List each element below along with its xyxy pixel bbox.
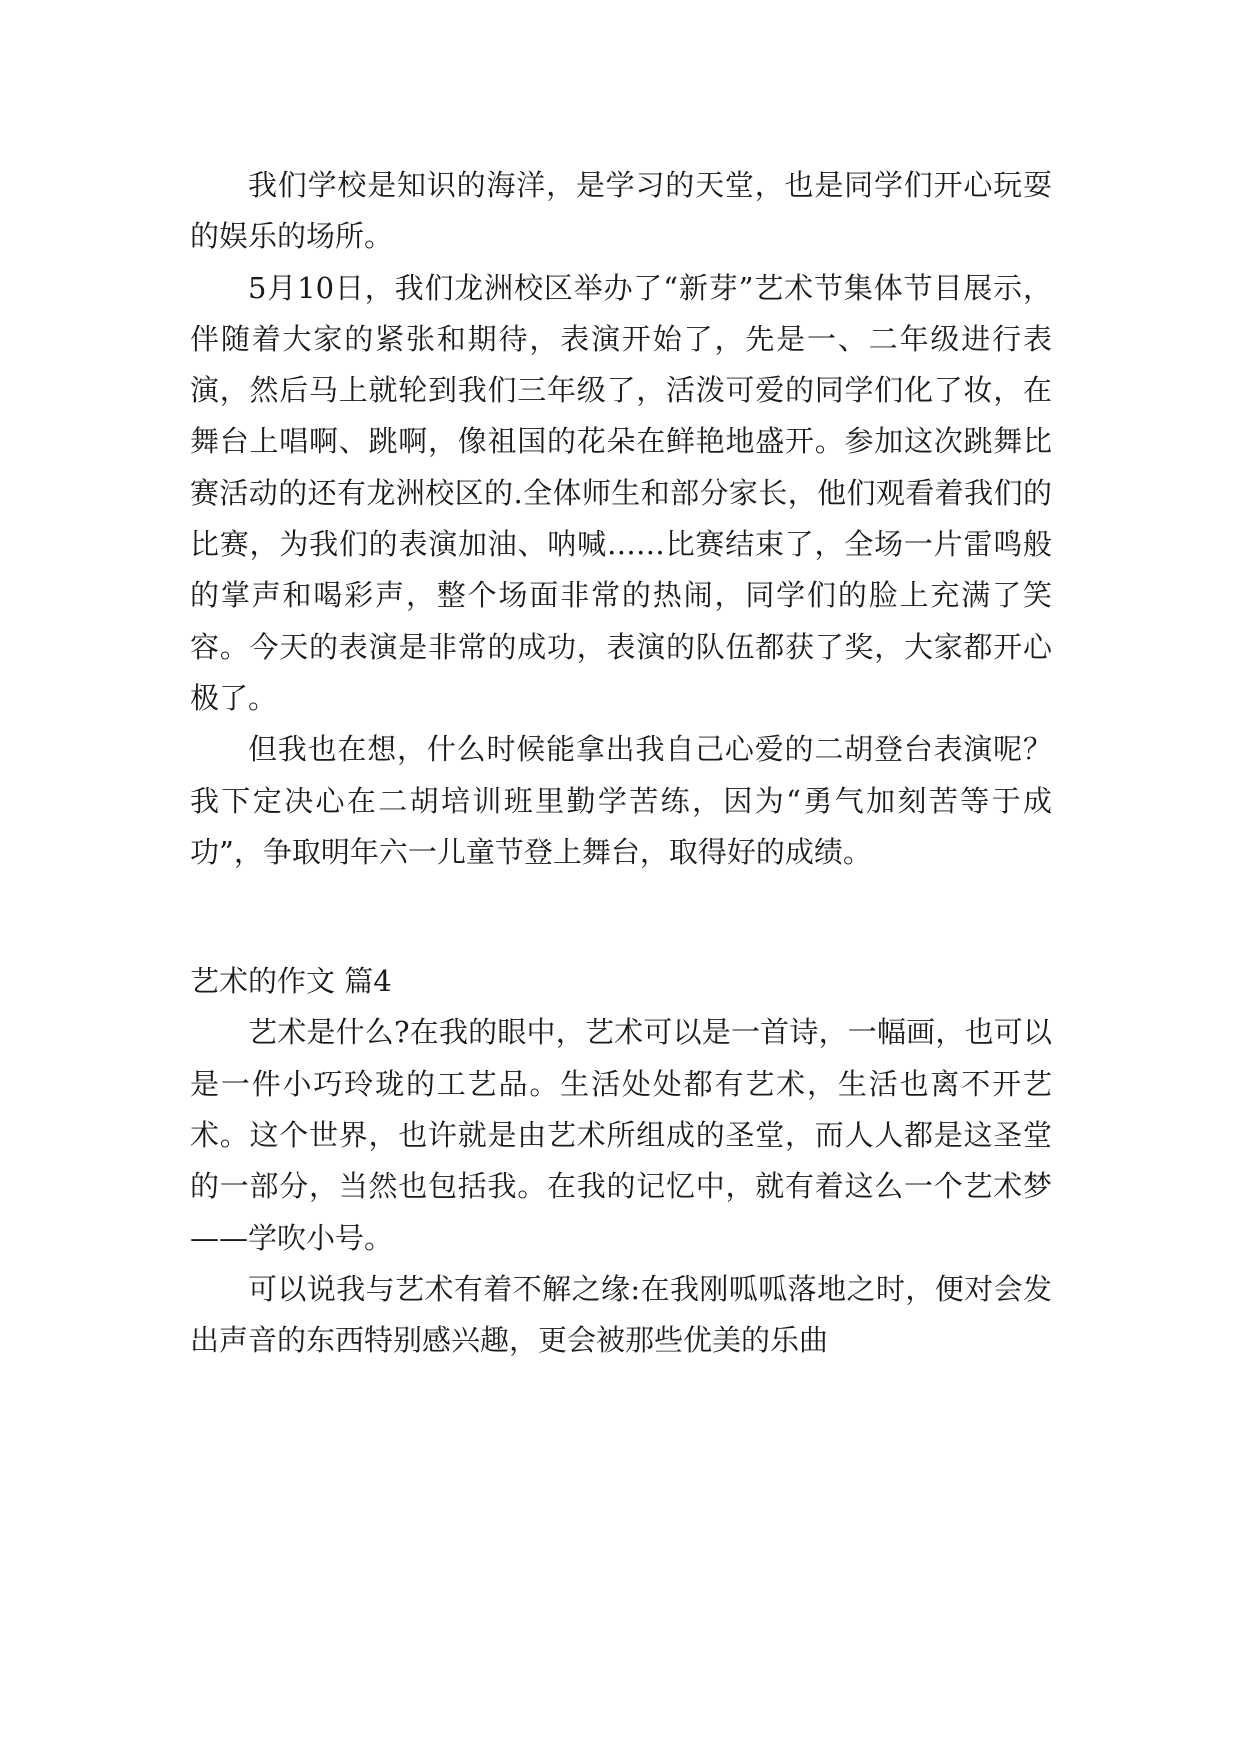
section-heading: 艺术的作文 篇4 xyxy=(190,964,392,999)
paragraph-affinity: 可以说我与艺术有着不解之缘:在我刚呱呱落地之时，便对会发出声音的东西特别感兴趣，更会被那些优美的乐曲 xyxy=(190,1271,1052,1358)
document-body xyxy=(190,160,1052,1367)
paragraph-art-festival: 5月10日，我们龙洲校区举办了“新芽”艺术节集体节目展示，伴随着大家的紧张和期待，表演开始了，先是一、二年级进行表演，然后马上就轮到我们三年级了，活泼可爱的同学们化了妆，在舞台上唱啊、跳啊，像祖国的花朵在鲜艳地盛开。参加这次跳舞比赛活动的还有龙洲校区的.全体师生和部分家长，他们观看着我们的比赛，为我们的表演加油、呐喊……比赛结束了，全场一片雷鸣般的掌声和喝彩声，整个场面非常的热闹，同学们的脸上充满了笑容。今天的表演是非常的成功，表演的队伍都获了奖，大家都开心极了。 xyxy=(190,270,1052,715)
paragraph-school: 我们学校是知识的海洋，是学习的天堂，也是同学们开心玩耍的娱乐的场所。 xyxy=(190,168,1052,254)
paragraph-erhu: 但我也在想，什么时候能拿出我自己心爱的二胡登台表演呢？我下定决心在二胡培训班里勤学苦练，因为“勇气加刻苦等于成功”，争取明年六一儿童节登上舞台，取得好的成绩。 xyxy=(190,732,1052,869)
paragraph-what-is-art: 艺术是什么?在我的眼中，艺术可以是一首诗，一幅画，也可以是一件小巧玲珑的工艺品。生活处处都有艺术，生活也离不开艺术。这个世界，也许就是由艺术所组成的圣堂，而人人都是这圣堂的一部分，当然也包括我。在我的记忆中，就有着这么一个艺术梦——学吹小号。 xyxy=(190,1015,1052,1255)
